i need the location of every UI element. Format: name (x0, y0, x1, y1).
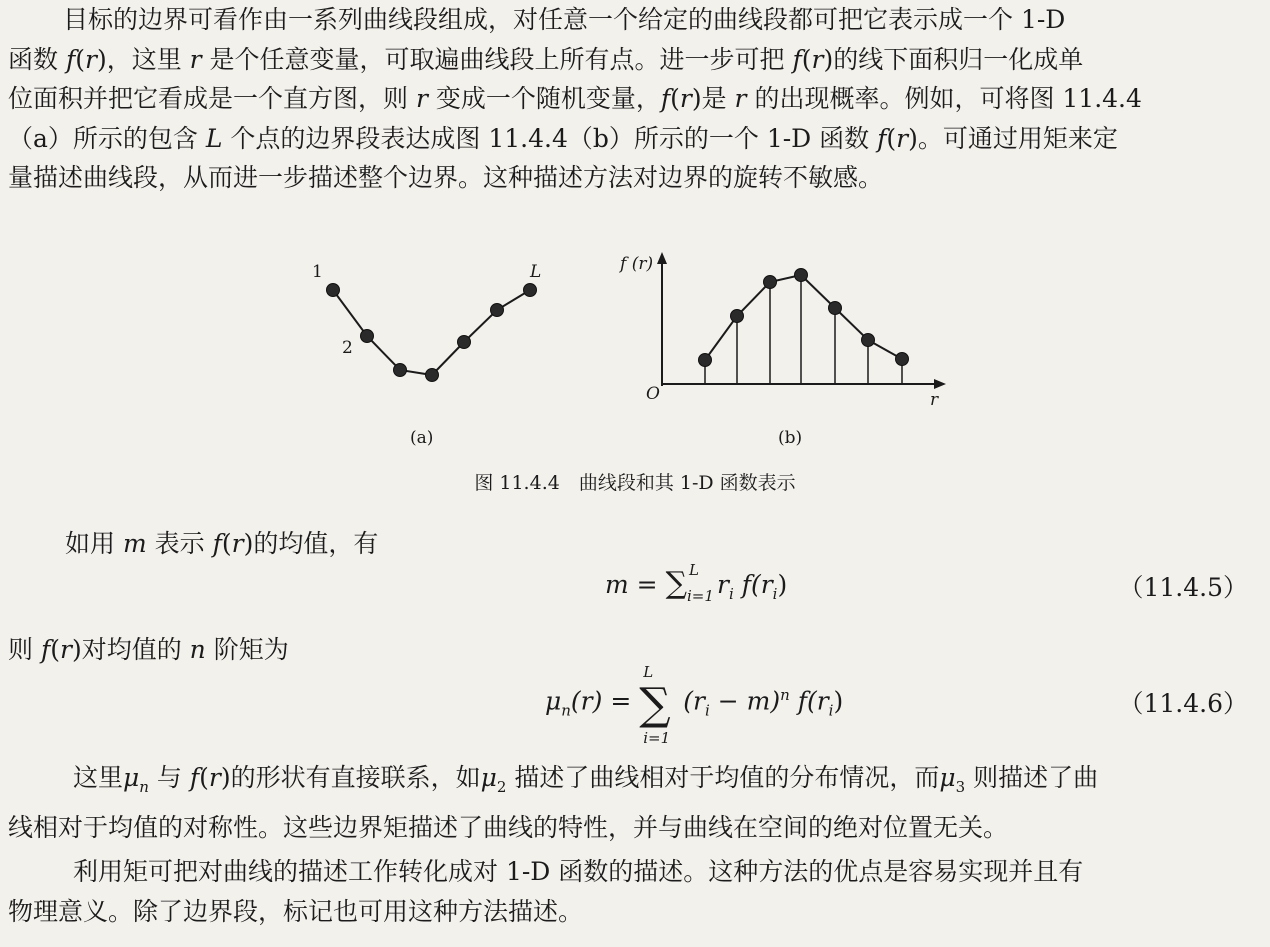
boundary-point (458, 336, 471, 349)
text-line: 利用矩可把对曲线的描述工作转化成对 1-D 函数的描述。这种方法的优点是容易实现并且有 (73, 857, 1084, 886)
figure-caption: 图 11.4.4 曲线段和其 1-D 函数表示 (474, 472, 796, 494)
origin-label: O (646, 384, 660, 404)
y-axis-label: f (r) (620, 254, 654, 274)
figure-drawing (290, 248, 970, 468)
function-point (699, 354, 712, 367)
text-line: 线相对于均值的对称性。这些边界矩描述了曲线的特性，并与曲线在空间的绝对位置无关。 (8, 812, 1009, 842)
label-point-L: L (530, 262, 542, 282)
subfigure-b-label: (b) (778, 428, 803, 448)
text-line: 位面积并把它看成是一个直方图，则 r 变成一个随机变量，f(r)是 r 的出现概率。例如，可将图 11.4.4 (8, 84, 1142, 113)
equation-number-11-4-5: （11.4.5） (1118, 573, 1248, 602)
text-line: （a）所示的包含 L 个点的边界段表达成图 11.4.4（b）所示的一个 1-D 函数 f(r)。可通过用矩来定 (8, 123, 1118, 153)
text-line: 目标的边界可看作由一系列曲线段组成，对任意一个给定的曲线段都可把它表示成一个 1-D (63, 5, 1066, 34)
equation-number-11-4-6: （11.4.6） (1118, 689, 1248, 718)
boundary-point (361, 330, 374, 343)
text-line: 这里$\mu_n$ 与 f(r)的形状有直接联系，如$\mu_2$ 描述了曲线相对于均值的分布情况，而$\mu_3$ 则描述了曲 (73, 763, 1099, 796)
text-line-mean: 如用 m 表示 f(r)的均值，有 (65, 529, 379, 558)
x-axis-label: r (930, 390, 939, 410)
paragraph-intro (8, 0, 1258, 198)
boundary-point (426, 369, 439, 382)
subfigure-a-label: (a) (410, 428, 434, 448)
function-point (896, 353, 909, 366)
text-line: 量描述曲线段，从而进一步描述整个边界。这种描述方法对边界的旋转不敏感。 (8, 163, 884, 192)
label-point-2: 2 (342, 338, 353, 358)
paragraph-advantages (8, 852, 1258, 931)
boundary-point (491, 304, 504, 317)
paragraph-moment-meaning (8, 758, 1258, 847)
text-line: 函数 f(r)，这里 r 是个任意变量，可取遍曲线段上所有点。进一步可把 f(r)的线下面积归一化成单 (8, 44, 1084, 74)
boundary-point (524, 284, 537, 297)
boundary-point (394, 364, 407, 377)
equation-11-4-5: m = ∑ L i=1 $r_i$ $f(r_i)$ (605, 561, 788, 605)
x-axis-arrow (934, 379, 946, 389)
equation-11-4-6: $\mu_n(r)$ = L ∑ i=1 $(r_i - m)^n$ $f(r_i)$ (545, 663, 844, 748)
text-line-moment: 则 f(r)对均值的 n 阶矩为 (8, 635, 289, 664)
function-point (795, 269, 808, 282)
function-point (862, 334, 875, 347)
figure-11-4-4 (290, 248, 970, 498)
boundary-point (327, 284, 340, 297)
function-point (829, 302, 842, 315)
function-point (731, 310, 744, 323)
text-line: 物理意义。除了边界段，标记也可用这种方法描述。 (8, 896, 584, 926)
function-point (764, 276, 777, 289)
y-axis-arrow (657, 252, 667, 264)
label-point-1: 1 (312, 262, 323, 282)
